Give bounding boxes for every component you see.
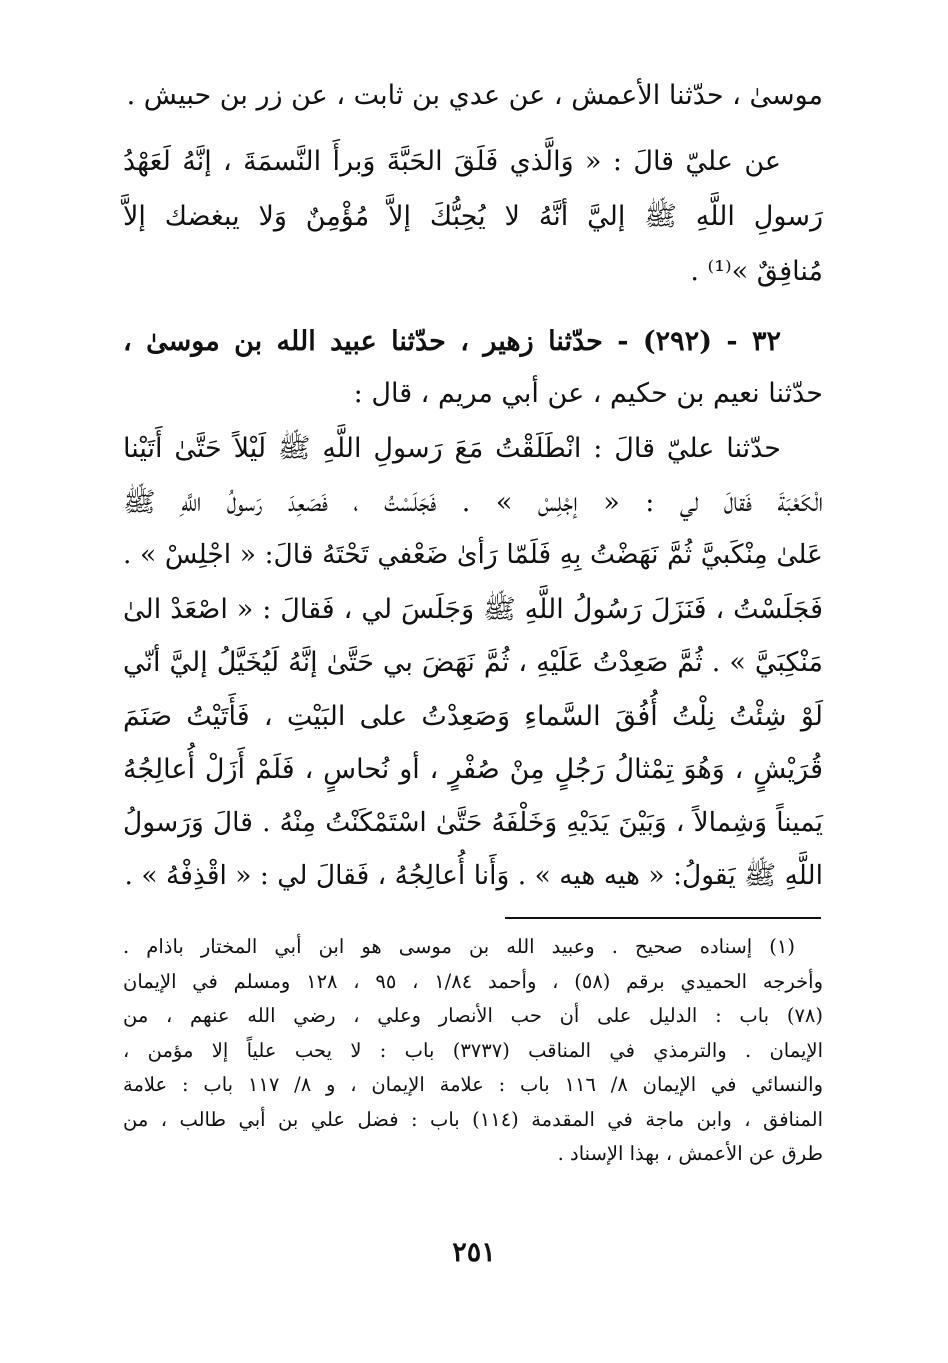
text-line: مُنافِقٌ »⁽¹⁾ . [690, 256, 823, 287]
text-line: رَسولِ اللَّهِ ﷺ إليَّ أنَّهُ لا يُحِبُّكَ إلاَّ مُؤْمِنٌ وَلا يبغضك إلاَّ [123, 201, 823, 232]
text-line: حدّثنا عليّ قالَ : انْطَلَقْتُ مَعَ رَسولِ اللَّهِ ﷺ لَيْلاً حَتَّىٰ أَتَيْنا [123, 433, 781, 464]
hadith-32-isnad-paragraph [123, 328, 823, 432]
footnote-line: طرق عن الأعمش ، بهذا الإسناد . [557, 1142, 823, 1165]
text-line: عَلىٰ مِنْكَبيَّ ثُمَّ نَهَضْتُ بِهِ فَلَمّا رَأىٰ ضَعْفي تَحْتَهُ قالَ: « اجْلِسْ » . [123, 539, 823, 570]
footnote-line: (٧٨) باب : الدليل على أن حب الأنصار وعلي ، رضي الله عنهم ، من [123, 1004, 823, 1027]
text-line: ٣٢ - (٢٩٢) - حدّثنا زهير ، حدّثنا عبيد الله بن موسىٰ ، [123, 326, 782, 357]
hadith-ali-paragraph [123, 148, 823, 313]
text-line: عن عليّ قالَ : « وَالَّذي فَلَقَ الحَبَّةَ وَبرأَ النَّسمَةَ ، إنَّهُ لَعَهْدُ [123, 146, 781, 177]
text-line: مَنْكِبَيَّ » . ثُمَّ صَعِدْتُ عَلَيْهِ ، ثُمَّ نَهَضَ بي حَتَّىٰ إنَّهُ لَيُخَيَّلُ إليَّ أنّي [123, 647, 823, 678]
footnote-line: وأخرجه الحميدي برقم (٥٨) ، وأحمد ١/٨٤ ، ٩٥ ، ١٢٨ ومسلم في الإيمان [123, 969, 823, 993]
text-line: قُرَيْشٍ ، وَهُوَ تِمْثالُ رَجُلٍ مِنْ صُفْرٍ ، أو نُحاسٍ ، فَلَمْ أَزَلْ أُعالِجُهُ [123, 754, 823, 785]
footnote-line: الإيمان . والترمذي في المناقب (٣٧٣٧) باب : لا يحب علياً إلا مؤمن ، [123, 1038, 823, 1062]
footnote-line: (١) إسناده صحيح . وعبيد الله بن موسى هو ابن أبي المختار باذام . [123, 935, 795, 958]
footnote-line: المنافق ، وابن ماجة في المقدمة (١١٤) باب : فضل علي بن أبي طالب ، من [123, 1107, 823, 1131]
footnotes-block [123, 937, 823, 1179]
text-line: اللَّهِ ﷺ يَقولُ: « هيه هيه » . وَأَنا أُعالِجُهُ ، فَقالَ لي : « اقْذِفْهُ » . [124, 860, 823, 891]
text-line: يَميناً وَشِمالاً ، وَبَيْنَ يَدَيْهِ وَخَلْفَهُ حَتَّىٰ اسْتَمْكَنْتُ مِنْهُ . قالَ وَرَسولُ [123, 806, 823, 838]
page-number: ٢٥١ [452, 1237, 496, 1268]
hadith-kaaba-paragraph [123, 435, 823, 917]
footnote-line: والنسائي في الإيمان ٨/ ١١٦ باب : علامة الإيمان ، و ٨/ ١١٧ باب : علامة [123, 1073, 823, 1096]
text-line: حدّثنا نعيم بن حكيم ، عن أبي مريم ، قال : [353, 378, 823, 409]
text-line: موسىٰ ، حدّثنا الأعمش ، عن عدي بن ثابت ، عن زر بن حبيش . [126, 80, 823, 111]
text-line: لَوْ شِئْتُ نِلْتُ أُفُقَ السَّماءِ وَصَعِدْتُ على البَيْتِ ، فَأَتَيْتُ صَنَمَ [123, 700, 823, 732]
footnote-separator [505, 917, 821, 919]
intro-isnad-paragraph [123, 82, 823, 136]
text-line: الْكَعْبَةَ فَقالَ لي : « إجْلِسْ » . فَجَلَسْتُ ، فَصَعِدَ رَسولُ اللَّهِ ﷺ [123, 486, 823, 518]
text-line: فَجَلَسْتُ ، فَنَزَلَ رَسُولُ اللَّهِ ﷺ وَجَلَسَ لي ، فَقالَ : « اصْعَدْ الىٰ [123, 593, 823, 625]
